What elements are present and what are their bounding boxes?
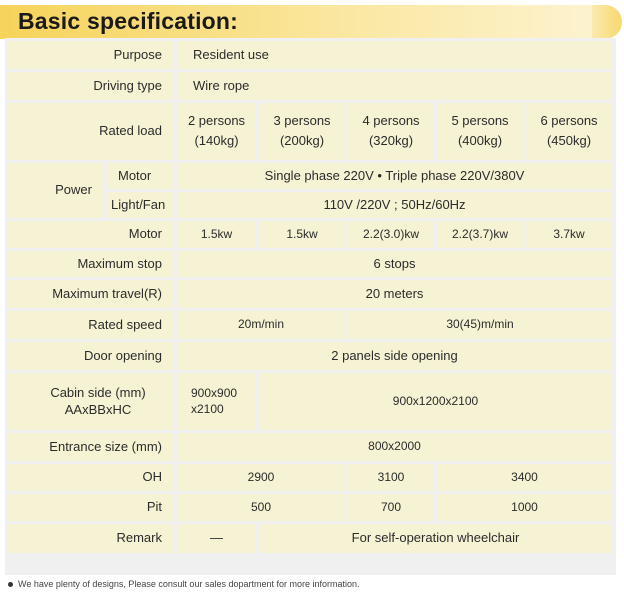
- oh-label: OH: [8, 464, 174, 491]
- entrance-size-label: Entrance size (mm): [8, 433, 174, 461]
- cabin-side-large: 900x1200x2100: [259, 373, 612, 430]
- maximum-travel-label: Maximum travel(R): [8, 280, 174, 308]
- maximum-travel-value: 20 meters: [177, 280, 612, 308]
- row-rated-load: [8, 103, 612, 160]
- oh-value: 3400: [437, 464, 612, 491]
- door-opening-value: 2 panels side opening: [177, 342, 612, 370]
- rated-load-kg: (320kg): [368, 133, 414, 148]
- cabin-side-small: [177, 373, 256, 430]
- rated-load-persons: 5 persons: [451, 113, 509, 129]
- purpose-label: Purpose: [8, 41, 174, 69]
- row-door-opening: [8, 342, 612, 370]
- pit-value: 500: [177, 494, 345, 521]
- cabin-side-label-line2: AAxBBxHC: [64, 401, 132, 417]
- banner-cap: [592, 5, 622, 39]
- remark-label: Remark: [8, 524, 174, 553]
- power-motor-label: Motor: [107, 163, 174, 189]
- oh-value: 3100: [348, 464, 434, 491]
- power-label: Power: [8, 163, 104, 218]
- power-motor-value: Single phase 220V • Triple phase 220V/380V: [177, 163, 612, 189]
- row-maximum-travel: [8, 280, 612, 308]
- maximum-stop-label: Maximum stop: [8, 251, 174, 277]
- driving-type-value: Wire rope: [177, 72, 612, 100]
- spec-table: [5, 38, 615, 556]
- purpose-value: Resident use: [177, 41, 612, 69]
- pit-value: 700: [348, 494, 434, 521]
- rated-load-kg: (400kg): [457, 133, 503, 148]
- footnote: [8, 579, 360, 589]
- title-banner: [0, 5, 622, 39]
- rated-load-kg: (140kg): [194, 133, 239, 148]
- pit-label: Pit: [8, 494, 174, 521]
- row-motor: [8, 221, 612, 248]
- rated-load-kg: (200kg): [279, 133, 325, 148]
- power-light-label: Light/Fan: [107, 192, 174, 218]
- spec-table-frame: [5, 38, 616, 575]
- row-oh: [8, 464, 612, 491]
- footnote-text: We have plenty of designs, Please consult our sales dopartment for more information.: [18, 579, 360, 589]
- cabin-side-label: [8, 373, 174, 430]
- row-cabin-side: [8, 373, 612, 430]
- rated-speed-value: 30(45)m/min: [348, 311, 612, 339]
- rated-load-cell: [259, 103, 345, 160]
- cabin-side-label-line1: Cabin side (mm): [50, 384, 146, 400]
- door-opening-label: Door opening: [8, 342, 174, 370]
- row-entrance-size: [8, 433, 612, 461]
- row-purpose: [8, 41, 612, 69]
- rated-load-cell: [348, 103, 434, 160]
- rated-load-persons: 2 persons: [187, 113, 246, 129]
- rated-load-label: Rated load: [8, 103, 174, 160]
- rated-load-persons: 6 persons: [540, 113, 598, 129]
- remark-value: For self-operation wheelchair: [259, 524, 612, 553]
- rated-load-cell: [177, 103, 256, 160]
- motor-value: 2.2(3.0)kw: [348, 221, 434, 248]
- row-power-motor: [8, 163, 612, 189]
- row-maximum-stop: [8, 251, 612, 277]
- row-driving-type: [8, 72, 612, 100]
- remark-dash: —: [177, 524, 256, 553]
- rated-load-cell: [526, 103, 612, 160]
- rated-speed-value: 20m/min: [177, 311, 345, 339]
- power-light-value: 110V /220V ; 50Hz/60Hz: [177, 192, 612, 218]
- cabin-side-small-line2: x2100: [191, 401, 224, 416]
- oh-value: 2900: [177, 464, 345, 491]
- motor-value: 3.7kw: [526, 221, 612, 248]
- motor-value: 1.5kw: [177, 221, 256, 248]
- rated-speed-label: Rated speed: [8, 311, 174, 339]
- cabin-side-small-line1: 900x900: [191, 385, 238, 400]
- entrance-size-value: 800x2000: [177, 433, 612, 461]
- rated-load-cell: [437, 103, 523, 160]
- rated-load-persons: 4 persons: [362, 113, 420, 129]
- maximum-stop-value: 6 stops: [177, 251, 612, 277]
- motor-label: Motor: [8, 221, 174, 248]
- rated-load-kg: (450kg): [546, 133, 592, 148]
- driving-type-label: Driving type: [8, 72, 174, 100]
- bullet-icon: [8, 582, 13, 587]
- row-remark: [8, 524, 612, 553]
- row-pit: [8, 494, 612, 521]
- page-title: Basic specification:: [18, 8, 239, 34]
- rated-load-persons: 3 persons: [273, 113, 331, 129]
- motor-value: 2.2(3.7)kw: [437, 221, 523, 248]
- motor-value: 1.5kw: [259, 221, 345, 248]
- row-rated-speed: [8, 311, 612, 339]
- pit-value: 1000: [437, 494, 612, 521]
